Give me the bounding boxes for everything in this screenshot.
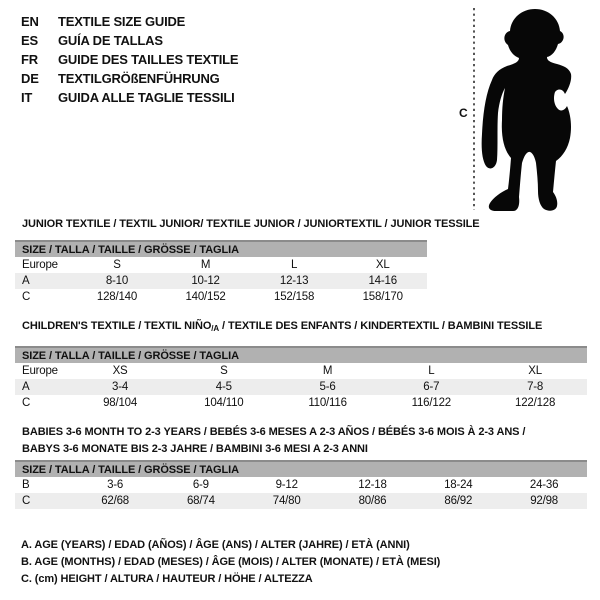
- lang-row-de: [21, 69, 238, 88]
- table-row: [15, 363, 587, 379]
- babies-table-title-line2: BABYS 3-6 MONATE BIS 2-3 JAHRE / BAMBINI 3-6 MESI A 2-3 ANNI: [22, 443, 368, 455]
- table-row: [15, 273, 427, 289]
- row-label: A: [15, 273, 73, 289]
- table-cell: 12-18: [358, 479, 387, 491]
- title-part: CHILDREN'S TEXTILE / TEXTIL NIÑO: [22, 320, 212, 332]
- table-cell: 86/92: [415, 493, 501, 509]
- table-cell: XL: [375, 259, 390, 271]
- children-table-title: [22, 320, 542, 335]
- table-cell: 152/158: [274, 291, 315, 303]
- height-measure-label: C: [459, 106, 468, 120]
- language-title-list: [21, 12, 238, 107]
- table-cell: 104/110: [204, 397, 244, 409]
- table-cell: 18-24: [444, 479, 473, 491]
- table-row: [15, 493, 587, 509]
- table-row: [15, 395, 587, 411]
- table-cell: 10-12: [161, 273, 250, 289]
- title-part: / TEXTILE DES ENFANTS / KINDERTEXTIL / BAMBINI TESSILE: [219, 320, 543, 332]
- lang-code: EN: [21, 14, 39, 29]
- table-cell: 6-7: [379, 379, 483, 395]
- lang-code: IT: [21, 90, 33, 105]
- babies-table-section: [15, 426, 587, 516]
- table-cell: 6-9: [192, 479, 209, 491]
- lang-title: TEXTILGRÖßENFÜHRUNG: [58, 71, 220, 86]
- measurement-figure: [450, 0, 600, 220]
- table-row: [15, 257, 427, 273]
- children-size-table: [15, 346, 587, 411]
- table-cell: 110/116: [308, 397, 347, 409]
- table-cell: 14-16: [338, 273, 427, 289]
- junior-table-title: JUNIOR TEXTILE / TEXTIL JUNIOR/ TEXTILE JUNIOR / JUNIORTEXTIL / JUNIOR TESSILE: [22, 218, 480, 230]
- table-cell: M: [200, 259, 211, 271]
- baby-silhouette-path: [482, 9, 572, 211]
- measurement-legend: [21, 537, 440, 588]
- lang-code: ES: [21, 33, 38, 48]
- table-cell: M: [322, 365, 333, 377]
- table-cell: 4-5: [172, 379, 276, 395]
- table-row: [15, 379, 587, 395]
- table-cell: 7-8: [483, 379, 587, 395]
- table-cell: 80/86: [330, 493, 416, 509]
- row-label: B: [22, 479, 30, 491]
- table-cell: 122/128: [515, 397, 556, 409]
- lang-title: GUÍA DE TALLAS: [58, 33, 163, 48]
- legend-line-b: B. AGE (MONTHS) / EDAD (MESES) / ÂGE (MOIS) / ALTER (MONATE) / ETÀ (MESI): [21, 556, 441, 568]
- size-header: SIZE / TALLA / TAILLE / GRÖSSE / TAGLIA: [15, 347, 587, 363]
- lang-row-en: [21, 12, 238, 31]
- row-label: C: [22, 397, 31, 409]
- row-label: C: [15, 493, 72, 509]
- lang-row-it: [21, 88, 238, 107]
- table-cell: 128/140: [96, 291, 138, 303]
- legend-line-a: A. AGE (YEARS) / EDAD (AÑOS) / ÂGE (ANS) / ALTER (JAHRE) / ETÀ (ANNI): [21, 539, 410, 551]
- table-cell: 74/80: [244, 493, 330, 509]
- table-cell: 12-13: [250, 273, 339, 289]
- table-cell: L: [428, 365, 435, 377]
- table-cell: 62/68: [72, 493, 158, 509]
- table-cell: 3-6: [107, 479, 124, 491]
- table-cell: XS: [112, 365, 128, 377]
- size-header: SIZE / TALLA / TAILLE / GRÖSSE / TAGLIA: [15, 241, 427, 257]
- table-cell: XL: [528, 365, 542, 377]
- junior-table-section: [15, 218, 480, 313]
- size-header: SIZE / TALLA / TAILLE / GRÖSSE / TAGLIA: [15, 461, 587, 477]
- baby-silhouette-icon: [450, 0, 600, 220]
- lang-row-es: [21, 31, 238, 50]
- lang-code: FR: [21, 52, 38, 67]
- legend-line-c: C. (cm) HEIGHT / ALTURA / HAUTEUR / HÖHE / ALTEZZA: [21, 573, 313, 585]
- babies-size-table: [15, 460, 587, 509]
- row-label: A: [15, 379, 68, 395]
- table-cell: 140/152: [185, 291, 226, 303]
- table-row: [15, 477, 587, 493]
- table-cell: 68/74: [158, 493, 244, 509]
- table-cell: 116/122: [411, 397, 451, 409]
- table-cell: 158/170: [362, 291, 403, 303]
- babies-table-title-line1: BABIES 3-6 MONTH TO 2-3 YEARS / BEBÉS 3-6 MESES A 2-3 AÑOS / BÉBÉS 3-6 MOIS À 2-3 ANS /: [22, 426, 526, 438]
- lang-title: TEXTILE SIZE GUIDE: [58, 14, 186, 29]
- table-cell: S: [113, 259, 121, 271]
- table-cell: L: [291, 259, 298, 271]
- table-cell: 92/98: [501, 493, 587, 509]
- title-subscript: /A: [211, 324, 220, 333]
- table-cell: S: [220, 365, 228, 377]
- children-table-section: [15, 320, 587, 415]
- lang-title: GUIDE DES TAILLES TEXTILE: [58, 52, 239, 67]
- row-label: Europe: [22, 365, 58, 377]
- table-cell: 98/104: [103, 397, 138, 409]
- row-label: Europe: [22, 259, 58, 271]
- table-cell: 8-10: [73, 273, 162, 289]
- table-cell: 5-6: [276, 379, 380, 395]
- lang-title: GUIDA ALLE TAGLIE TESSILI: [58, 90, 235, 105]
- table-cell: 24-36: [529, 479, 559, 491]
- junior-size-table: [15, 240, 427, 305]
- table-cell: 9-12: [275, 479, 298, 491]
- lang-row-fr: [21, 50, 238, 69]
- table-row: [15, 289, 427, 305]
- row-label: C: [22, 291, 31, 303]
- lang-code: DE: [21, 71, 39, 86]
- table-cell: 3-4: [68, 379, 172, 395]
